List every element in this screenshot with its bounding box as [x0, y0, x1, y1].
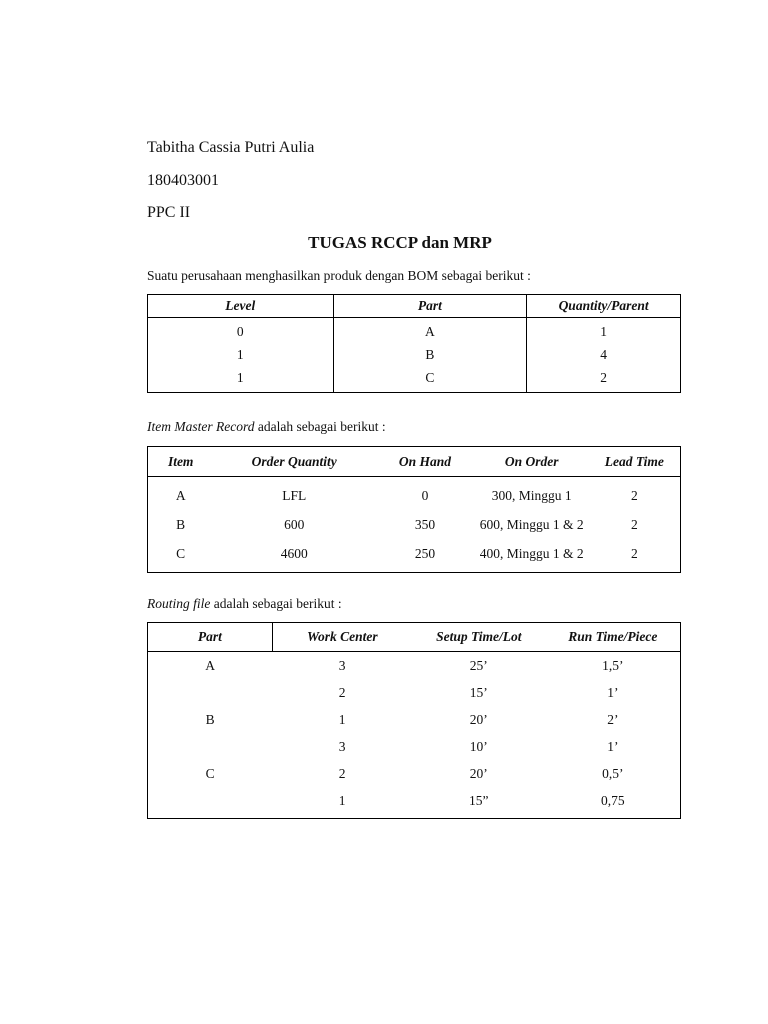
table-cell: 15”: [469, 792, 489, 808]
table-cell: B: [333, 343, 527, 366]
table-cell: LFL: [282, 487, 307, 503]
table-cell: A: [333, 318, 527, 344]
routing-intro-rest: adalah sebagai berikut :: [210, 596, 342, 611]
column-header: Work Center: [272, 623, 412, 652]
table-row: [148, 477, 681, 511]
table-cell: A: [205, 657, 215, 673]
bom-intro: Suatu perusahaan menghasilkan produk dengan BOM sebagai berikut :: [147, 268, 531, 283]
table-cell: 600: [284, 516, 305, 532]
item-master-intro: [147, 419, 386, 435]
table-cell: 300, Minggu 1: [491, 487, 572, 503]
column-header: Part: [333, 295, 527, 318]
table-cell: 600, Minggu 1 & 2: [479, 516, 584, 532]
table-cell: 1: [338, 792, 346, 808]
table-cell: 1: [148, 366, 334, 393]
table-row: [148, 510, 681, 539]
table-cell: A: [175, 487, 186, 503]
table-cell: 4600: [280, 545, 308, 561]
column-header: Setup Time/Lot: [412, 623, 546, 652]
table-cell: 10’: [469, 738, 488, 754]
table-cell: C: [205, 765, 215, 781]
table-row: [148, 343, 681, 366]
column-header: Run Time/Piece: [546, 623, 681, 652]
table-cell: 0,5’: [602, 765, 624, 781]
column-header: Lead Time: [589, 447, 681, 477]
table-cell: 1’: [607, 738, 619, 754]
table-cell: 1: [338, 711, 346, 727]
table-cell: 2: [600, 369, 607, 385]
table-cell: [148, 733, 273, 760]
table-row: [148, 539, 681, 573]
table-row: [148, 787, 681, 819]
column-header: Item: [148, 447, 214, 477]
table-cell: 400, Minggu 1 & 2: [479, 545, 584, 561]
table-cell: 4: [600, 346, 607, 362]
course-name: PPC II: [147, 204, 191, 221]
table-cell: C: [333, 366, 527, 393]
table-cell: 250: [414, 545, 436, 561]
table-cell: 20’: [469, 765, 488, 781]
table-header-row: [148, 295, 681, 318]
column-header: On Hand: [375, 447, 475, 477]
table-cell: 1’: [607, 684, 619, 700]
table-row: [148, 760, 681, 787]
column-header: Part: [148, 623, 273, 652]
table-cell: 2: [338, 684, 346, 700]
column-header: On Order: [475, 447, 589, 477]
routing-table: [147, 622, 681, 819]
table-cell: 15’: [469, 684, 488, 700]
routing-intro-italic: Routing file: [147, 596, 211, 611]
table-cell: 0: [421, 487, 429, 503]
table-cell: 1,5’: [602, 657, 624, 673]
table-row: [148, 318, 681, 344]
bom-table: [147, 294, 681, 393]
table-cell: 1: [600, 323, 607, 339]
table-cell: 2: [338, 765, 346, 781]
student-id: 180403001: [147, 172, 219, 189]
table-cell: C: [176, 545, 186, 561]
table-row: [148, 679, 681, 706]
column-header: Level: [148, 295, 334, 318]
item-master-intro-italic: Item Master Record: [147, 419, 255, 434]
table-cell: 3: [338, 657, 346, 673]
table-header-row: [148, 623, 681, 652]
student-name: Tabitha Cassia Putri Aulia: [147, 139, 315, 156]
table-cell: 2: [630, 487, 638, 503]
table-cell: 0: [148, 318, 334, 344]
table-cell: 25’: [469, 657, 488, 673]
item-master-intro-rest: adalah sebagai berikut :: [254, 419, 386, 434]
table-cell: [148, 679, 273, 706]
table-row: [148, 706, 681, 733]
table-cell: 2: [630, 545, 638, 561]
table-cell: 0,75: [601, 792, 625, 808]
table-cell: 2’: [607, 711, 619, 727]
column-header: Quantity/Parent: [527, 295, 681, 318]
table-cell: B: [176, 516, 186, 532]
table-row: [148, 652, 681, 680]
table-cell: 20’: [469, 711, 488, 727]
table-cell: [148, 787, 273, 819]
table-cell: 1: [148, 343, 334, 366]
table-row: [148, 366, 681, 393]
item-master-table: [147, 446, 681, 573]
routing-intro: [147, 596, 342, 612]
table-cell: 350: [414, 516, 436, 532]
table-header-row: [148, 447, 681, 477]
table-cell: B: [205, 711, 215, 727]
document-title: TUGAS RCCP dan MRP: [308, 233, 492, 252]
table-row: [148, 733, 681, 760]
column-header: Order Quantity: [213, 447, 375, 477]
table-cell: 2: [630, 516, 638, 532]
table-cell: 3: [338, 738, 346, 754]
